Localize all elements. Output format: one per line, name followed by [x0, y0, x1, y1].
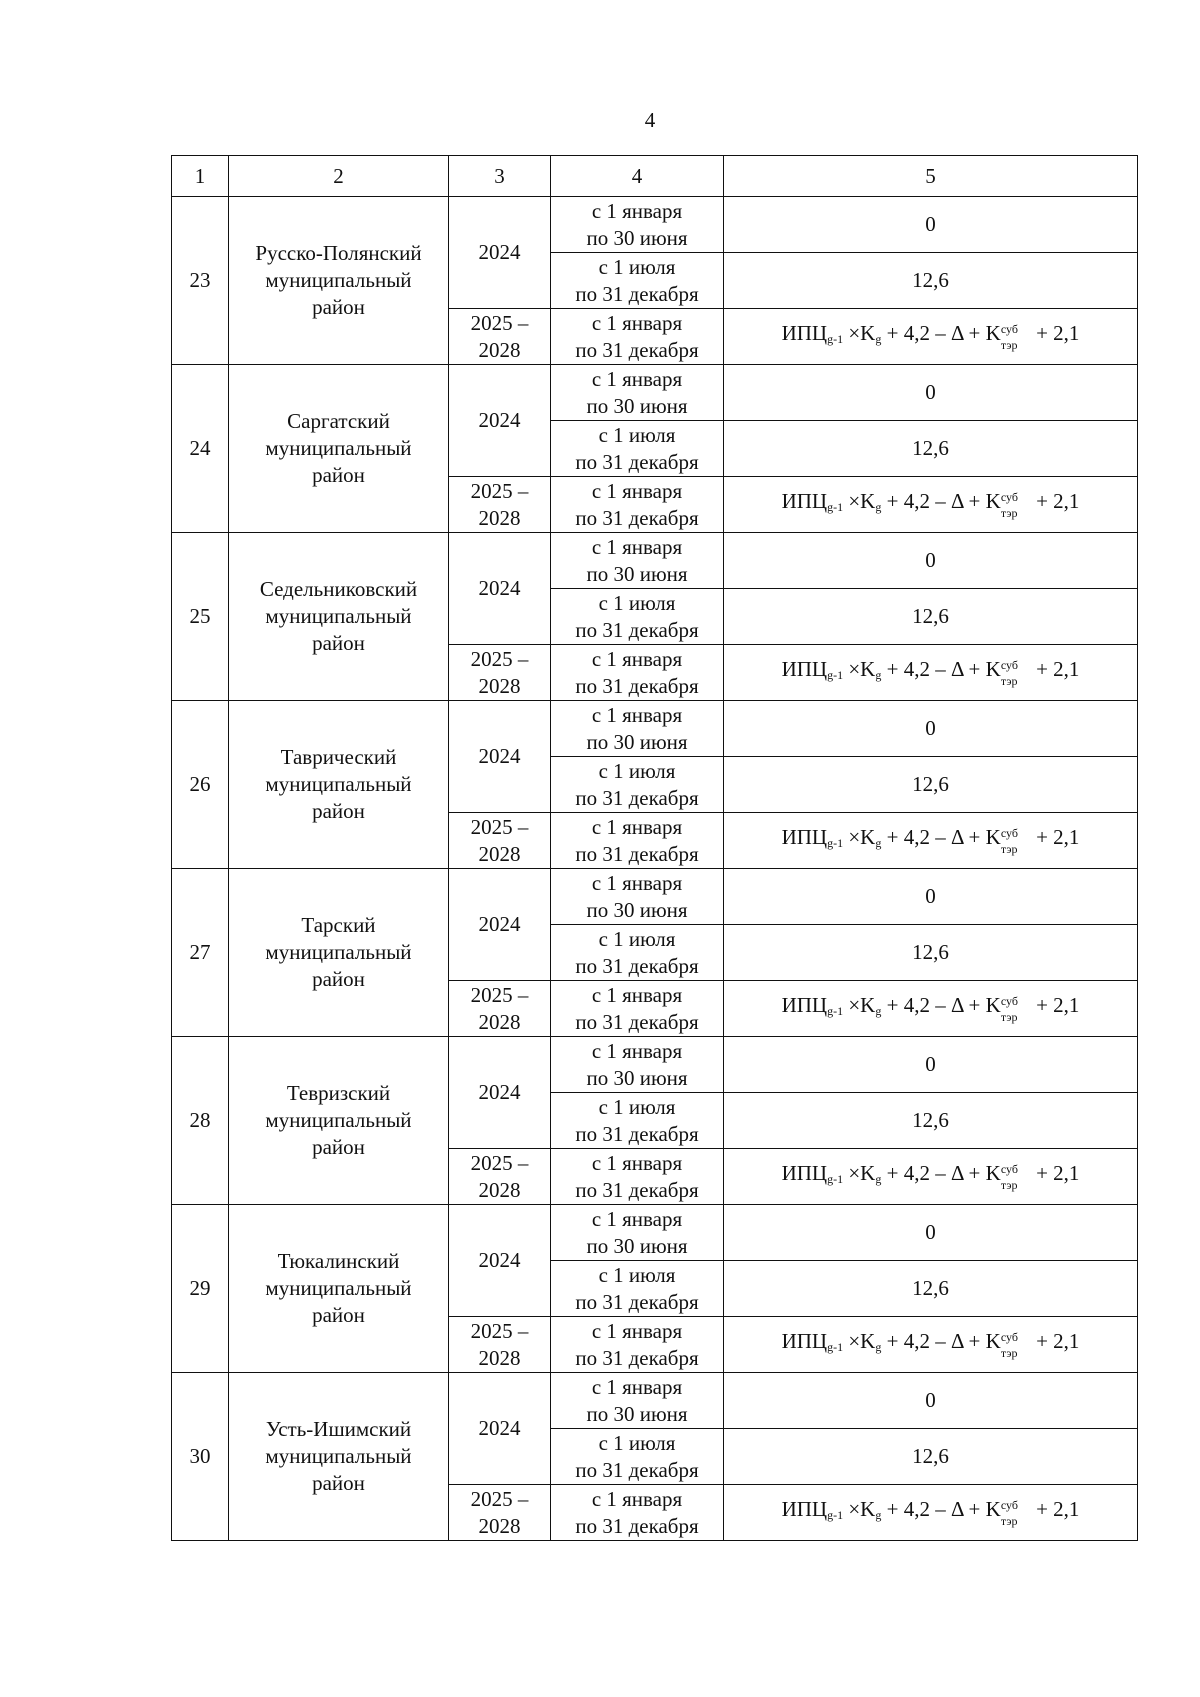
period-cell: [551, 309, 724, 365]
period-cell: [551, 477, 724, 533]
value-cell: 12,6: [724, 589, 1138, 645]
formula-k-subscript-ter: тэр: [1000, 842, 1018, 856]
formula-tail: + 2,1: [1030, 1329, 1080, 1353]
formula-ipc-subscript: g-1: [827, 668, 844, 682]
year-range-line: 2028: [478, 1345, 521, 1370]
year-range-line: 2028: [478, 337, 521, 362]
period-end: по 30 июня: [586, 729, 688, 754]
formula-k-subscript-ter: тэр: [1000, 1010, 1018, 1024]
period-cell: [551, 533, 724, 589]
formula-ipc: ИПЦ: [781, 321, 828, 345]
year-range-cell: [449, 1485, 551, 1541]
year-range-line: 2028: [478, 1513, 521, 1538]
formula-tail: + 2,1: [1030, 657, 1080, 681]
district-name: [229, 197, 449, 365]
row-number: 28: [172, 1037, 229, 1205]
district-name-line: район: [312, 1135, 365, 1159]
formula-ipc-subscript: g-1: [827, 1340, 844, 1354]
value-cell: 0: [724, 533, 1138, 589]
period-cell: [551, 1037, 724, 1093]
formula-middle: + 4,2 – Δ + K: [881, 825, 1001, 849]
formula: [781, 1329, 1080, 1360]
formula: [781, 825, 1080, 856]
district-name: [229, 701, 449, 869]
period-cell: [551, 1429, 724, 1485]
period-start: с 1 января: [591, 1486, 683, 1511]
column-header-5: 5: [724, 156, 1138, 197]
formula-k-superscript: суб: [1000, 490, 1018, 504]
column-header-1: 1: [172, 156, 229, 197]
formula-tail: + 2,1: [1030, 993, 1080, 1017]
period-cell: [551, 1205, 724, 1261]
column-header-4: 4: [551, 156, 724, 197]
year-range-cell: [449, 309, 551, 365]
table-row: [172, 1037, 1138, 1093]
period-end: по 31 декабря: [575, 1177, 699, 1202]
period-cell: [551, 813, 724, 869]
district-name-line: муниципальный: [265, 604, 412, 628]
formula-ipc: ИПЦ: [781, 993, 828, 1017]
year-range-line: 2028: [478, 1177, 521, 1202]
formula-middle: + 4,2 – Δ + K: [881, 1161, 1001, 1185]
district-name-line: район: [312, 967, 365, 991]
period-start: с 1 января: [591, 702, 683, 727]
formula-k-indices: [1000, 490, 1031, 520]
district-name: [229, 1205, 449, 1373]
period-end: по 31 декабря: [575, 505, 699, 530]
formula-ipc: ИПЦ: [781, 1497, 828, 1521]
period-end: по 31 декабря: [575, 617, 699, 642]
district-name-line: район: [312, 1471, 365, 1495]
period-start: с 1 июля: [598, 758, 676, 783]
period-cell: [551, 981, 724, 1037]
row-number: 29: [172, 1205, 229, 1373]
period-end: по 30 июня: [586, 393, 688, 418]
period-start: с 1 января: [591, 870, 683, 895]
year-range-line: 2025 –: [470, 1486, 529, 1511]
period-end: по 31 декабря: [575, 281, 699, 306]
formula-k-superscript: суб: [1000, 994, 1018, 1008]
value-cell: [724, 813, 1138, 869]
year-range-line: 2028: [478, 1009, 521, 1034]
year-cell: 2024: [449, 197, 551, 309]
formula: [781, 1497, 1080, 1528]
formula-k-indices: [1000, 1330, 1031, 1360]
row-number: 25: [172, 533, 229, 701]
value-cell: [724, 1317, 1138, 1373]
formula-ipc-subscript: g-1: [827, 1508, 844, 1522]
year-range-line: 2025 –: [470, 478, 529, 503]
formula-times-k: ×K: [843, 1497, 876, 1521]
period-end: по 31 декабря: [575, 785, 699, 810]
period-start: с 1 июля: [598, 1430, 676, 1455]
formula-times-k: ×K: [843, 657, 876, 681]
period-end: по 30 июня: [586, 1401, 688, 1426]
period-cell: [551, 197, 724, 253]
year-cell: 2024: [449, 533, 551, 645]
period-start: с 1 июля: [598, 422, 676, 447]
formula-middle: + 4,2 – Δ + K: [881, 993, 1001, 1017]
district-name-line: Усть-Ишимский: [265, 1417, 412, 1441]
formula-k-subscript: g: [875, 332, 882, 346]
formula-tail: + 2,1: [1030, 489, 1080, 513]
formula-tail: + 2,1: [1030, 1161, 1080, 1185]
period-end: по 31 декабря: [575, 449, 699, 474]
year-range-cell: [449, 645, 551, 701]
district-name-line: район: [312, 631, 365, 655]
period-end: по 30 июня: [586, 1233, 688, 1258]
district-name-line: район: [312, 1303, 365, 1327]
formula-times-k: ×K: [843, 321, 876, 345]
period-end: по 30 июня: [586, 897, 688, 922]
district-name-line: Таврический: [280, 745, 397, 769]
formula: [781, 993, 1080, 1024]
row-number: 26: [172, 701, 229, 869]
year-cell: 2024: [449, 1373, 551, 1485]
value-cell: 0: [724, 701, 1138, 757]
period-start: с 1 июля: [598, 1262, 676, 1287]
period-cell: [551, 1373, 724, 1429]
row-number: 24: [172, 365, 229, 533]
value-cell: [724, 1149, 1138, 1205]
period-start: с 1 января: [591, 1038, 683, 1063]
period-end: по 31 декабря: [575, 1513, 699, 1538]
year-cell: 2024: [449, 869, 551, 981]
year-range-cell: [449, 813, 551, 869]
value-cell: 0: [724, 197, 1138, 253]
period-start: с 1 июля: [598, 590, 676, 615]
value-cell: [724, 309, 1138, 365]
table-row: [172, 869, 1138, 925]
period-cell: [551, 757, 724, 813]
period-end: по 30 июня: [586, 1065, 688, 1090]
district-name-line: Саргатский: [287, 409, 390, 433]
value-cell: 12,6: [724, 1093, 1138, 1149]
period-end: по 30 июня: [586, 225, 688, 250]
value-cell: 12,6: [724, 1429, 1138, 1485]
period-start: с 1 января: [591, 1206, 683, 1231]
formula-k-superscript: суб: [1000, 658, 1018, 672]
formula-k-superscript: суб: [1000, 1162, 1018, 1176]
formula-ipc: ИПЦ: [781, 825, 828, 849]
period-start: с 1 июля: [598, 254, 676, 279]
formula-k-subscript: g: [875, 1172, 882, 1186]
year-range-line: 2028: [478, 841, 521, 866]
period-start: с 1 июля: [598, 926, 676, 951]
table-row: [172, 701, 1138, 757]
formula-middle: + 4,2 – Δ + K: [881, 489, 1001, 513]
period-cell: [551, 1485, 724, 1541]
value-cell: 0: [724, 1037, 1138, 1093]
table-row: [172, 365, 1138, 421]
period-end: по 31 декабря: [575, 953, 699, 978]
formula-ipc-subscript: g-1: [827, 1004, 844, 1018]
district-name-line: Тюкалинский: [277, 1249, 400, 1273]
year-cell: 2024: [449, 365, 551, 477]
period-cell: [551, 869, 724, 925]
year-range-line: 2025 –: [470, 1318, 529, 1343]
formula-k-subscript: g: [875, 836, 882, 850]
table-row: [172, 1373, 1138, 1429]
period-cell: [551, 421, 724, 477]
period-start: с 1 января: [591, 1150, 683, 1175]
year-cell: 2024: [449, 1037, 551, 1149]
formula-ipc-subscript: g-1: [827, 500, 844, 514]
period-start: с 1 января: [591, 310, 683, 335]
period-end: по 31 декабря: [575, 1345, 699, 1370]
table-row: [172, 197, 1138, 253]
period-end: по 31 декабря: [575, 673, 699, 698]
district-name-line: муниципальный: [265, 772, 412, 796]
formula: [781, 489, 1080, 520]
formula-k-indices: [1000, 994, 1031, 1024]
period-start: с 1 июля: [598, 1094, 676, 1119]
table-row: [172, 533, 1138, 589]
year-range-line: 2025 –: [470, 646, 529, 671]
column-header-2: 2: [229, 156, 449, 197]
period-cell: [551, 365, 724, 421]
period-start: с 1 января: [591, 1318, 683, 1343]
value-cell: [724, 477, 1138, 533]
period-cell: [551, 589, 724, 645]
year-range-line: 2028: [478, 673, 521, 698]
formula-k-subscript-ter: тэр: [1000, 1346, 1018, 1360]
year-range-cell: [449, 477, 551, 533]
row-number: 30: [172, 1373, 229, 1541]
formula-times-k: ×K: [843, 1161, 876, 1185]
district-name-line: Седельниковский: [259, 577, 418, 601]
district-name: [229, 365, 449, 533]
formula-ipc: ИПЦ: [781, 1329, 828, 1353]
period-start: с 1 января: [591, 478, 683, 503]
year-range-cell: [449, 1317, 551, 1373]
value-cell: 12,6: [724, 925, 1138, 981]
formula-ipc-subscript: g-1: [827, 332, 844, 346]
district-name-line: муниципальный: [265, 940, 412, 964]
period-end: по 30 июня: [586, 561, 688, 586]
formula-k-superscript: суб: [1000, 1498, 1018, 1512]
table-row: [172, 1205, 1138, 1261]
period-end: по 31 декабря: [575, 1289, 699, 1314]
formula-ipc: ИПЦ: [781, 657, 828, 681]
district-name-line: муниципальный: [265, 1276, 412, 1300]
period-start: с 1 января: [591, 534, 683, 559]
district-name-line: район: [312, 295, 365, 319]
value-cell: [724, 645, 1138, 701]
period-cell: [551, 1149, 724, 1205]
district-name-line: муниципальный: [265, 436, 412, 460]
value-cell: 12,6: [724, 421, 1138, 477]
formula-k-indices: [1000, 322, 1031, 352]
formula-k-subscript-ter: тэр: [1000, 338, 1018, 352]
column-header-3: 3: [449, 156, 551, 197]
district-name-line: муниципальный: [265, 1108, 412, 1132]
district-name-line: Русско-Полянский: [255, 241, 422, 265]
formula-tail: + 2,1: [1030, 1497, 1080, 1521]
formula-k-subscript-ter: тэр: [1000, 1514, 1018, 1528]
district-name-line: муниципальный: [265, 1444, 412, 1468]
period-start: с 1 января: [591, 198, 683, 223]
year-range-line: 2028: [478, 505, 521, 530]
year-range-cell: [449, 1149, 551, 1205]
formula-times-k: ×K: [843, 1329, 876, 1353]
formula-tail: + 2,1: [1030, 321, 1080, 345]
formula-k-subscript: g: [875, 668, 882, 682]
value-cell: 0: [724, 869, 1138, 925]
header-row: [172, 156, 1138, 197]
row-number: 27: [172, 869, 229, 1037]
year-range-line: 2025 –: [470, 982, 529, 1007]
period-cell: [551, 645, 724, 701]
district-name: [229, 533, 449, 701]
formula-times-k: ×K: [843, 993, 876, 1017]
year-range-cell: [449, 981, 551, 1037]
value-cell: 12,6: [724, 757, 1138, 813]
formula-k-indices: [1000, 658, 1031, 688]
period-end: по 31 декабря: [575, 1457, 699, 1482]
formula: [781, 657, 1080, 688]
value-cell: 0: [724, 1373, 1138, 1429]
formula-k-superscript: суб: [1000, 826, 1018, 840]
formula-k-superscript: суб: [1000, 322, 1018, 336]
year-range-line: 2025 –: [470, 814, 529, 839]
formula-k-subscript-ter: тэр: [1000, 506, 1018, 520]
formula-k-indices: [1000, 826, 1031, 856]
formula-k-indices: [1000, 1498, 1031, 1528]
district-name-line: Тевризский: [286, 1081, 391, 1105]
period-start: с 1 января: [591, 646, 683, 671]
formula-k-indices: [1000, 1162, 1031, 1192]
formula-k-subscript-ter: тэр: [1000, 674, 1018, 688]
formula-tail: + 2,1: [1030, 825, 1080, 849]
value-cell: [724, 981, 1138, 1037]
formula-ipc: ИПЦ: [781, 1161, 828, 1185]
district-name: [229, 1373, 449, 1541]
value-cell: [724, 1485, 1138, 1541]
year-cell: 2024: [449, 1205, 551, 1317]
district-name: [229, 1037, 449, 1205]
district-name-line: Тарский: [301, 913, 376, 937]
period-end: по 31 декабря: [575, 1009, 699, 1034]
year-cell: 2024: [449, 701, 551, 813]
value-cell: 12,6: [724, 253, 1138, 309]
formula: [781, 1161, 1080, 1192]
period-end: по 31 декабря: [575, 841, 699, 866]
formula-times-k: ×K: [843, 825, 876, 849]
table-body: [172, 197, 1138, 1541]
formula-ipc-subscript: g-1: [827, 836, 844, 850]
formula-ipc: ИПЦ: [781, 489, 828, 513]
formula-times-k: ×K: [843, 489, 876, 513]
formula: [781, 321, 1080, 352]
value-cell: 12,6: [724, 1261, 1138, 1317]
formula-k-superscript: суб: [1000, 1330, 1018, 1344]
formula-k-subscript: g: [875, 1340, 882, 1354]
district-name: [229, 869, 449, 1037]
period-start: с 1 января: [591, 366, 683, 391]
period-start: с 1 января: [591, 814, 683, 839]
district-name-line: район: [312, 799, 365, 823]
formula-k-subscript: g: [875, 1508, 882, 1522]
value-cell: 0: [724, 365, 1138, 421]
page-number: 4: [644, 108, 656, 132]
period-cell: [551, 701, 724, 757]
value-cell: 0: [724, 1205, 1138, 1261]
period-cell: [551, 1317, 724, 1373]
formula-ipc-subscript: g-1: [827, 1172, 844, 1186]
district-name-line: муниципальный: [265, 268, 412, 292]
formula-middle: + 4,2 – Δ + K: [881, 321, 1001, 345]
period-cell: [551, 253, 724, 309]
tariff-table: [171, 155, 1138, 1541]
formula-k-subscript: g: [875, 500, 882, 514]
period-end: по 31 декабря: [575, 337, 699, 362]
row-number: 23: [172, 197, 229, 365]
formula-middle: + 4,2 – Δ + K: [881, 1497, 1001, 1521]
formula-middle: + 4,2 – Δ + K: [881, 1329, 1001, 1353]
period-cell: [551, 1093, 724, 1149]
year-range-line: 2025 –: [470, 1150, 529, 1175]
formula-k-subscript: g: [875, 1004, 882, 1018]
period-cell: [551, 1261, 724, 1317]
period-end: по 31 декабря: [575, 1121, 699, 1146]
formula-k-subscript-ter: тэр: [1000, 1178, 1018, 1192]
district-name-line: район: [312, 463, 365, 487]
year-range-line: 2025 –: [470, 310, 529, 335]
period-start: с 1 января: [591, 1374, 683, 1399]
period-cell: [551, 925, 724, 981]
formula-middle: + 4,2 – Δ + K: [881, 657, 1001, 681]
period-start: с 1 января: [591, 982, 683, 1007]
